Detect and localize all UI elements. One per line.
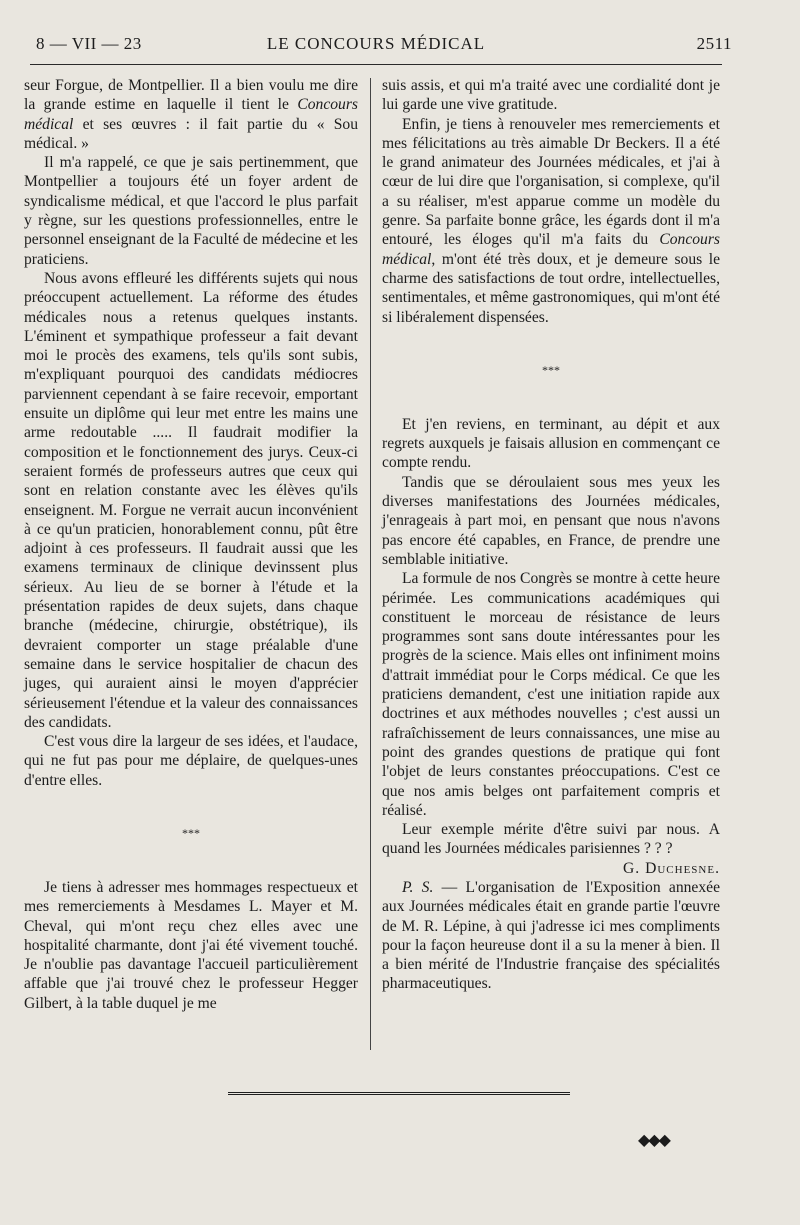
left-column bbox=[24, 76, 358, 1013]
page-number: 2511 bbox=[696, 34, 732, 53]
paragraph: Je tiens à adresser mes hommages respectueux et mes remerciements à Mesdames L. Mayer et M. Cheval, qui m'ont reçu chez elles avec une hospitalité charmante, dont j'ai été vivement touché. Je n'oublie pas davantage l'accueil particulièrement affable que j'ai trouvé chez le professeur Hegger Gilbert, à la table duquel je me bbox=[24, 878, 358, 1012]
closing-rule bbox=[228, 1092, 570, 1097]
page-header bbox=[20, 34, 732, 62]
paragraph: Leur exemple mérite d'être suivi par nous. A quand les Journées médicales parisiennes ? ? ? bbox=[382, 821, 720, 858]
column-divider bbox=[370, 78, 371, 1050]
section-separator-stars: *** bbox=[182, 825, 200, 840]
section-separator-stars: *** bbox=[542, 362, 560, 377]
right-column bbox=[382, 76, 720, 994]
paragraph: Il m'a rappelé, ce que je sais pertinemment, que Montpellier a toujours été un foyer ardent de syndicalisme médical, et que l'accord le plus parfait y règne, sur les questions professionnelles, entre le personnel enseignant de la Faculté de médecine et les praticiens. bbox=[24, 154, 358, 268]
paragraph: Tandis que se déroulaient sous mes yeux les diverses manifestations des Journées médicales, j'enrageais à part moi, en pensant que nous n'avons pas encore été capables, en France, de prendre une semblable initiative. bbox=[382, 473, 720, 568]
paragraph: La formule de nos Congrès se montre à cette heure périmée. Les communications académiques qui constituent le morceau de résistance de leurs programmes sont sans doute intéressantes pour les progrès de la science. Mais elles ont infiniment moins d'attrait immédiat pour le Corps médical. Ce que les praticiens demandent, c'est une initiation rapide aux doctrines et aux méthodes nouvelles ; c'est aussi un rafraîchissement de leurs connaissances, une mise au point des grandes questions de pratique qui font l'objet de leurs constantes préoccupations. C'est ce que nos amis belges ont parfaitement compris et réalisé. bbox=[382, 570, 720, 819]
author-signature: G. Duchesne. bbox=[623, 859, 720, 877]
paragraph: seur Forgue, de Montpellier. Il a bien voulu me dire la grande estime en laquelle il tient le Concours médical et ses œuvres : il fait partie du « Sou médical. » bbox=[24, 77, 358, 152]
header-rule bbox=[30, 64, 722, 65]
paragraph: Nous avons effleuré les différents sujets qui nous préoccupent actuellement. La réforme des études médicales nous a retenus quelques instants. L'éminent et sympathique professeur a fait devant moi le procès des examens, tels qu'ils sont subis, m'expliquant pourquoi des candidats médiocres parviennent cependant à se faire recevoir, emportant ensuite un diplôme qui leur met entre les mains une arme redoutable ..... Il faudrait modifier la composition et le fonctionnement des jurys. Ceux-ci seraient formés de professeurs autres que ceux qui sont en relation constante avec les élèves qu'ils enseignent. M. Forgue ne verrait aucun inconvénient à ce qu'un praticien, honorablement connu, pût être adjoint à ces professeurs. Il faudrait aussi que les examens terminaux de clinique devinssent plus sérieux. Au lieu de se borner à l'étude et la présentation rapides de deux sujets, dans chaque branche (médecine, chirurgie, obstétrique), ils devraient comporter un stage préalable d'une semaine dans le service hospitalier de chacun des juges, qui auraient ainsi le moyen d'apprécier sérieusement l'étendue et la valeur des connaissances des candidats. bbox=[24, 269, 358, 731]
postscript: P. S. — L'organisation de l'Exposition annexée aux Journées médicales était en grande partie l'œuvre de M. R. Lépine, à qui j'adresse ici mes compliments pour la façon heureuse dont il a su la mener à bien. Il a bien mérité de l'Industrie française des spécialités pharmaceutiques. bbox=[382, 878, 720, 993]
paragraph: suis assis, et qui m'a traité avec une cordialité dont je lui garde une vive gratitude. bbox=[382, 77, 720, 114]
end-ornament-icon: ◆◆◆ bbox=[638, 1132, 669, 1149]
paragraph: Et j'en reviens, en terminant, au dépit et aux regrets auxquels je faisais allusion en commençant ce compte rendu. bbox=[382, 415, 720, 472]
paragraph: C'est vous dire la largeur de ses idées, et l'audace, qui ne fut pas pour me déplaire, de quelques-unes d'entre elles. bbox=[24, 733, 358, 789]
paragraph: Enfin, je tiens à renouveler mes remerciements et mes félicitations au très aimable Dr Beckers. Il a été le grand animateur des Journées médicales, et j'ai à cœur de lui dire que l'organisation, si complexe, qu'il a su réaliser, m'est apparue comme un modèle du genre. Sa parfaite bonne grâce, les égards dont il m'a entouré, les éloges qu'il m'a faits du Concours médical, m'ont été très doux, et je demeure sous le charme des satisfactions de tout ordre, intellectuelles, sentimentales, et même gastronomiques, qui m'ont été si libéralement dispensées. bbox=[382, 115, 720, 326]
journal-title: LE CONCOURS MÉDICAL bbox=[266, 34, 486, 53]
header-date: 8 — VII — 23 bbox=[36, 34, 142, 53]
